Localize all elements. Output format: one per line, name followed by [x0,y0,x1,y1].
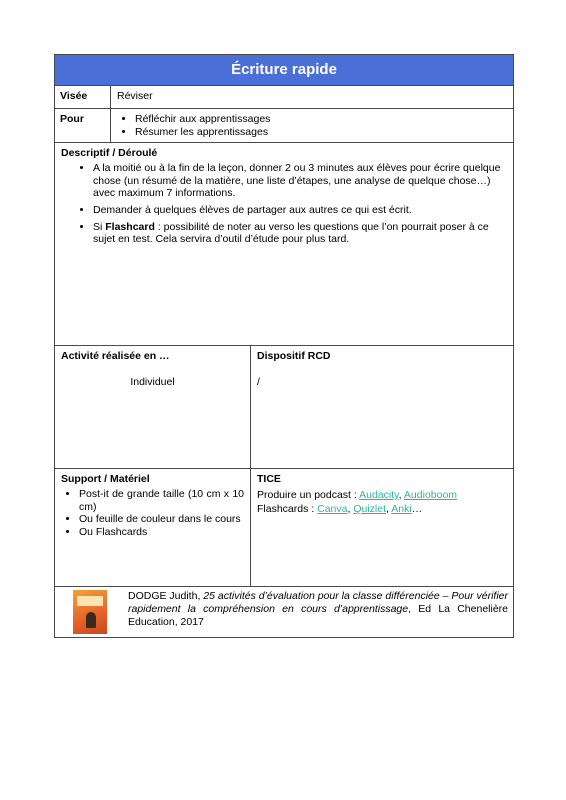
list-item: • Résumer les apprentissages [135,126,507,139]
dispositif-cell [251,346,514,469]
support-list [61,488,244,538]
list-item: • Demander à quelques élèves de partager aux autres ce qui est écrit. [93,204,507,217]
link-anki[interactable]: Anki [391,503,412,516]
reference-text [120,590,508,629]
list-item: • Ou feuille de couleur dans le cours [79,513,244,526]
activite-label: Activité réalisée en … [61,350,170,363]
item-prefix: Si [93,220,106,233]
reference-title: 25 activités d’évaluation pour la classe différenciée – Pour vérifier rapidement la compréhension en cours d’apprentissage [128,590,508,616]
support-label: Support / Matériel [61,473,150,486]
tice-cell [251,469,514,587]
vise-label: Visée [55,86,111,109]
flashcard-term: Flashcard [105,220,155,233]
list-item [93,221,507,246]
descriptif-list [61,162,507,246]
vise-value: Réviser [111,86,514,109]
reference-publisher: , Ed La Chenelière Education, 2017 [128,603,508,629]
podcast-prefix: Produire un podcast : [257,489,360,502]
item-text: : possibilité de noter au verso les questions que l’on pourrait poser à ce sujet en test. Cela servira d’outil d’étude pour plus tard. [93,220,489,246]
activity-table [54,54,514,638]
activite-cell [55,346,251,469]
reference-cell [55,587,514,638]
flashcards-suffix: … [411,503,423,516]
pour-list [117,113,507,138]
book-cover-image [73,590,107,634]
descriptif-cell [55,143,514,346]
list-item: • Ou Flashcards [79,526,244,539]
activite-value: Individuel [130,376,175,389]
flashcards-prefix: Flashcards : [257,503,318,516]
sheet-title: Écriture rapide [55,55,514,86]
list-item: • Post-it de grande taille (10 cm x 10 cm) [79,488,244,513]
link-audioboom[interactable]: Audioboom [403,489,458,502]
descriptif-label: Descriptif / Déroulé [61,147,158,160]
dispositif-value: / [257,376,260,389]
list-item: • A la moitié ou à la fin de la leçon, donner 2 ou 3 minutes aux élèves pour écrire quelque chose (un résumé de la matière, une liste d’étapes, une analyse de quelque chose…) avec maximum 7 informations. [93,162,507,200]
podcast-line: Produire un podcast : Audacity, Audioboom [257,489,458,502]
flashcards-line: Flashcards : Canva, Quizlet, Anki… [257,503,423,516]
reference-author: DODGE Judith, [128,590,204,603]
tice-label: TICE [257,473,281,486]
link-audacity[interactable]: Audacity [359,489,399,502]
pour-cell [111,109,514,143]
support-cell [55,469,251,587]
link-canva[interactable]: Canva [317,503,348,516]
list-item: • Réfléchir aux apprentissages [135,113,507,126]
activity-sheet [54,54,513,638]
pour-label: Pour [55,109,111,143]
link-quizlet[interactable]: Quizlet [353,503,386,516]
dispositif-label: Dispositif RCD [257,350,331,363]
